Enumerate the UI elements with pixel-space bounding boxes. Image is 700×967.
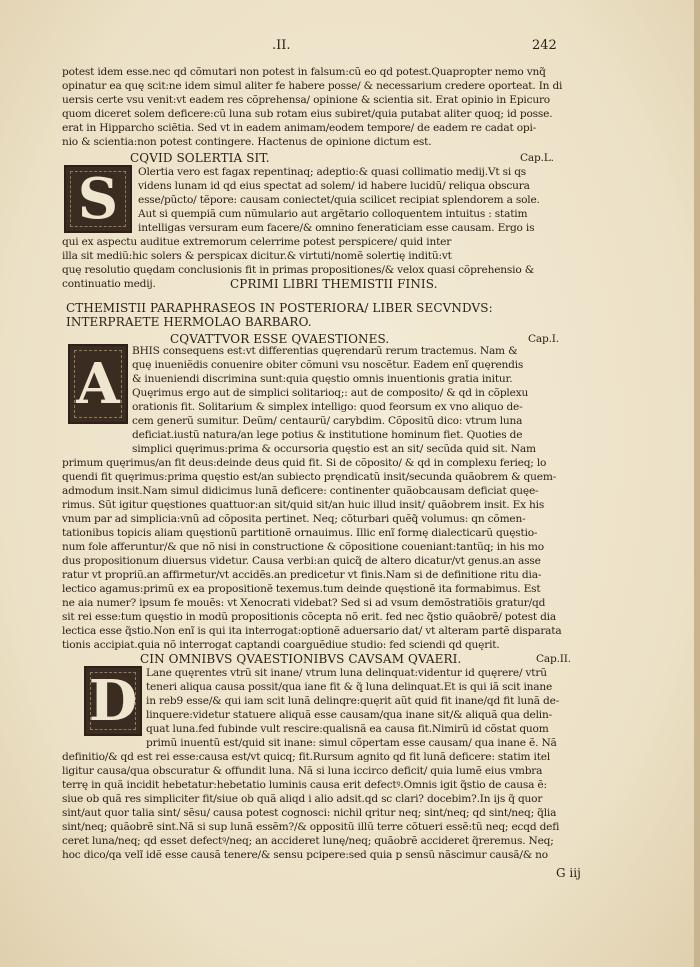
section-heading: CQVID SOLERTIA SIT. [130,151,270,165]
text-line: cem generũ sumitur. Deũm/ centaurũ/ carybdim. Cõpositũ dico: vtrum luna [132,415,523,427]
text-line: erat in Hipparcho sciẽtia. Sed vt in eadem animam/eodem tempore/ de eadem re cadat opi- [62,122,537,134]
text-line: definitio/& qd est rei esse:causa est/vt quicq; fit.Rursum agnito qd fit lunã deficere: statim itel [62,751,551,763]
text-line: admodum insit.Nam simul didicimus lunã deficere: continenter quãobcausam deficiat quęe- [62,485,539,497]
chapter-label: Cap.L. [520,152,554,164]
text-line: uersis certe vsu venit:vt eadem res cõprehensa/ opinione & scientia sit. Erat opinio in Epicuro [62,94,550,106]
text-line: intelligas versuram eum facere/& omnino feneraticiam esse causam. Ergo is [138,222,535,234]
text-line: tationibus topicis aliam quęstionũ partitionẽ ornauimus. Illic enĩ formę dialecticarũ quęstio- [62,527,538,539]
book-end-heading: CPRIMI LIBRI THEMISTII FINIS. [230,277,438,291]
text-line: illa sit mediũ:hic solers & perspicax dicitur.& virtuti/nomẽ solertię inditũ:vt [62,250,452,262]
text-line: Aut si quempiã cum nũmulario aut argẽtario colloquentem intuitus : statim [138,208,528,220]
text-line: Quęrimus ergo aut de simplici solitarioq;: aut de composito/ & qd in cõplexu [132,387,529,399]
text-line: sint/neq; quãobrẽ sint.Nã si sup lunã essẽm?/& oppositũ illũ terre cõtueri essẽ:tũ neq; ecqd defi [62,821,560,833]
text-line: rimus. Sũt igitur quęstiones quattuor:an sit/quid sit/an huic illud insit/ quãobrem insit. Ex his [62,499,545,511]
text-line: siue ob quã res simpliciter fit/siue ob quã aliqd i alio adsit.qd sc clari? docebim?.In ijs q̃ quor [62,793,543,805]
decorated-initial [68,344,128,424]
text-line: Lane quęrentes vtrũ sit inane/ vtrum luna delinquat:videntur id quęrere/ vtrũ [146,667,547,679]
text-line: Olertia vero est fagax repentinaq; adeptio:& quasi collimatio medij.Vt si qs [138,166,527,178]
text-line: orationis fit. Solitarium & simplex intelligo: quod feorsum ex vno aliquo de- [132,401,523,413]
chapter-label: Cap.I. [528,333,559,345]
text-line: qui ex aspectu auditue extremorum celerrime potest perspicere/ quid inter [62,236,452,248]
text-line: quę inueniẽdis conuenire obiter cõmuni vsu noscẽtur. Eadem enĩ quęrendis [132,359,524,371]
chapter-label: Cap.II. [536,653,571,665]
text-line: ne aia numer? ipsum fe mouẽs: vt Xenocrati videbat? Sed si ad vsum demõstratiõis gratur/qd [62,597,546,609]
text-line: deficiat.iustũ natura/an lege potius & institutione hominum fiet. Quoties de [132,429,523,441]
text-line: vnum par ad simplicia:vnũ ad cõposita pertinet. Neq; cõturbari quẽq̃ volumus: qn cõmen- [62,513,526,525]
text-line: linquere:videtur statuere aliquã esse causam/qua inane sit/& aliquã qua delin- [146,709,552,721]
text-line: sint/aut quor talia sint/ sẽsu/ causa potest cognosci: nichil qritur neq; sint/neq; qd sint/neq; q̃lia [62,807,557,819]
text-line: ligitur causa/qua obscuratur & offundit luna. Nã si luna iccirco deficit/ quia lumẽ eius vmbra [62,765,543,777]
book-title-heading: CTHEMISTII PARAPHRASEOS IN POSTERIORA/ LIBER SECVNDVS: [66,301,493,315]
initial-letter: A [76,351,120,417]
section-heading: CQVATTVOR ESSE QVAESTIONES. [170,332,390,346]
text-line: nio & scientia:non potest contingere. Hactenus de opinione dictum est. [62,136,432,148]
signature-mark: G iij [556,866,581,880]
text-line: dus propositionum diuersus videtur. Causa verbi:an quicq̃ de altero dicatur/vt genus.an asse [62,555,541,567]
initial-letter: D [88,668,138,734]
page-edge [694,0,700,967]
folio-right: 242 [532,38,557,53]
translator-heading: INTERPRAETE HERMOLAO BARBARO. [66,315,312,329]
text-line: ratur vt propriũ.an affirmetur/vt accidẽs.an predicetur vt finis.Nam si de definitione ritu dia- [62,569,542,581]
text-line: continuatio medij. [62,278,156,290]
text-line: videns lunam id qd eius spectat ad solem/ id habere lucidũ/ reliqua obscura [138,180,530,192]
text-line: sit rei esse:tum quęstio in modũ propositionis cõcepta nõ erit. fed nec q̃stio quãobrẽ/ potest dia [62,611,556,623]
text-line: in reb9 esse/& qui iam scit lunã delinqre:quęrit aũt quid fit inane/qd fit lunã de- [146,695,560,707]
text-line: opinatur ea quę scit:ne idem simul aliter fe habere posse/ & necessarium credere oporteat. In di [62,80,563,92]
text-line: quat luna.fed fubinde vult rescire:qualisnã ea causa fit.Nimirũ id cõstat quom [146,723,549,735]
decorated-initial [64,165,132,233]
text-line: quendi fit quęrimus:prima quęstio est/an subiecto pręndicatũ insit/secunda quãobrem & quem- [62,471,557,483]
text-line: quę resolutio quędam conclusionis fit in primas propositiones/& velox quasi cõprehensio & [62,264,534,276]
text-line: tionis accipiat.quia nõ interrogat captandi coarguẽdiue studio: fed sciendi qd quęrit. [62,639,500,651]
text-line: terrę in quã incidit hebetatur:hebetatio luminis causa erit defectꝰ.Omnis igit q̃stio de causa ẽ: [62,779,547,791]
text-line: esse/pũcto/ tẽpore: causam coniectet/quia scilicet recipiat splendorem a sole. [138,194,540,206]
text-line: primum quęrimus/an fit deus:deinde deus quid fit. Si de cõposito/ & qd in complexu ferieq; lo [62,457,547,469]
text-line: num fole afferuntur/& que nõ nisi in constructione & cõpositione coueniant:tantũq; in his mo [62,541,544,553]
text-line: potest idem esse.nec qd cõmutari non potest in falsum:cũ eo qd potest.Quapropter nemo vnq̃ [62,66,546,78]
text-line: hoc dico/qa velĩ idẽ esse causã tenere/& sensu pcipere:sed quia p sensũ nãscimur causã/& no [62,849,548,861]
text-line: quom diceret solem deficere:cũ luna sub rotam eius subiret/quia putabat aliter quoq; id posse. [62,108,553,120]
text-line: BHIS consequens est:vt differentias quęrendarũ rerum tractemus. Nam & [132,345,518,357]
text-line: primũ inuentũ est/quid sit inane: simul cõpertam esse causam/ qua inane ẽ. Nã [146,737,557,749]
text-line: & inueniendi discrimina sunt:quia quęstio omnis inuentionis gratia initur. [132,373,513,385]
text-line: teneri aliqua causa possit/qua iane fit & q̃ luna delinquat.Et is qui iã scit inane [146,681,553,693]
section-heading: CIN OMNIBVS QVAESTIONIBVS CAVSAM QVAERI. [140,652,462,666]
initial-letter: S [77,166,119,232]
decorated-initial [84,666,142,736]
text-line: simplici quęrimus:prima & occursoria quęstio est an sit/ secũda quid sit. Nam [132,443,536,455]
text-line: lectica esse q̃stio.Non enĩ is qui ita interrogat:optionẽ aduersario dat/ vt alteram partẽ disparata [62,625,562,637]
folio-left: .II. [272,38,291,53]
text-line: ceret luna/neq; qd esset defectꝰ/neq; an accideret lunę/neq; quãobrẽ accideret q̃reremus. Neq; [62,835,554,847]
text-line: lectico agamus:primũ ex ea propositionẽ texemus.tum deinde quęstionẽ ita formabimus. Est [62,583,541,595]
